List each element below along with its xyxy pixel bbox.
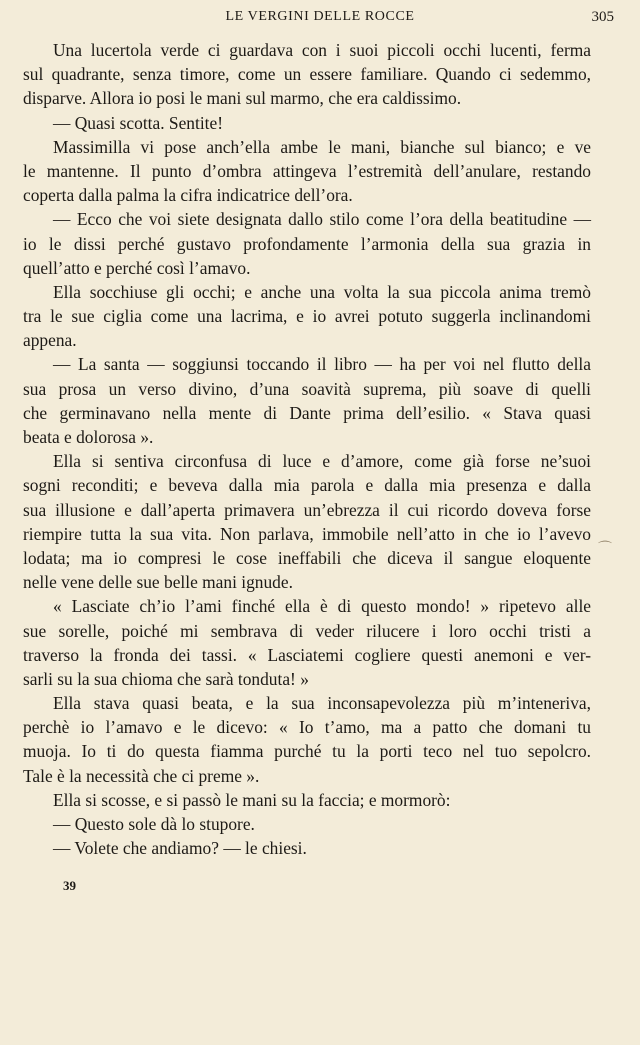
text-line: « Lasciate ch’io l’ami finché ella è di questo mondo! » ripetevo alle: [53, 596, 591, 617]
text-line: lodata; ma io compresi le cose ineffabili che diceva il sangue eloquente: [23, 547, 591, 568]
text-line: Ella stava quasi beata, e la sua inconsapevolezza più m’inteneriva,: [53, 693, 591, 714]
text-line: muoja. Io ti do questa fiamma purché tu la porti teco nel tuo sepolcro.: [23, 741, 591, 762]
page-number: 305: [591, 9, 614, 25]
text-line: Tale è la necessità che ci preme ».: [23, 765, 260, 786]
text-line: Massimilla vi pose anch’ella ambe le mani, bianche sul bianco; e ve: [53, 136, 591, 157]
text-line: — Questo sole dà lo stupore.: [53, 814, 255, 834]
text-line: perchè io l’amavo e le dicevo: « Io t’amo, ma a patto che domani tu: [23, 717, 591, 738]
body-text: [23, 38, 591, 860]
text-line: quell’atto e perché così l’amavo.: [23, 257, 251, 278]
text-line: — La santa — soggiunsi toccando il libro — ha per voi nel flutto della: [53, 354, 591, 375]
text-line: Una lucertola verde ci guardava con i suoi piccoli occhi lucenti, ferma: [53, 40, 591, 60]
text-line: nelle vene delle sue belle mani ignude.: [23, 572, 293, 593]
signature-mark: 39: [63, 878, 76, 893]
text-line: coperta dalla palma la cifra indicatrice dell’ora.: [23, 185, 353, 206]
text-line: — Quasi scotta. Sentite!: [53, 112, 224, 133]
text-line: appena.: [23, 330, 77, 351]
text-line: — Volete che andiamo? — le chiesi.: [53, 838, 307, 859]
text-line: sua illusione e dall’aperta primavera un’ebrezza il cui ricordo doveva forse: [23, 499, 591, 520]
text-line: beata e dolorosa ».: [23, 427, 154, 447]
text-line: tra le sue ciglia come una lacrima, e io avrei potuto suggerla inclinandomi: [23, 306, 591, 327]
text-line: traverso la fronda dei tassi. « Lasciatemi cogliere questi anemoni e ver-: [23, 644, 591, 665]
text-line: riempire tutta la sua vita. Non parlava, immobile nell’atto in che io l’avevo: [23, 523, 591, 544]
running-head: [0, 9, 640, 29]
text-line: Ella socchiuse gli occhi; e anche una volta la sua piccola anima tremò: [53, 281, 591, 302]
text-line: sarli su la sua chioma che sarà tonduta! »: [23, 668, 309, 689]
text-line: sul quadrante, senza timore, come un essere familiare. Quando ci sedemmo,: [23, 64, 591, 85]
text-line: io le dissi perché gustavo profondamente l’armonia della sua grazia in: [23, 233, 591, 254]
margin-pencil-mark: ⌒: [598, 542, 612, 557]
text-line: Ella si sentiva circonfusa di luce e d’amore, come già forse ne’suoi: [53, 451, 591, 472]
text-line: che germinavano nella mente di Dante prima dell’esilio. « Stava quasi: [23, 402, 591, 423]
text-line: Ella si scosse, e si passò le mani su la faccia; e mormorò:: [53, 789, 451, 810]
text-line: — Ecco che voi siete designata dallo stilo come l’ora della beatitudine —: [53, 209, 591, 230]
text-line: sogni reconditi; e beveva dalla mia parola e dalla mia presenza e dalla: [23, 475, 591, 496]
running-title: LE VERGINI DELLE ROCCE: [225, 9, 415, 24]
text-line: disparve. Allora io posi le mani sul marmo, che era caldissimo.: [23, 88, 462, 109]
text-line: sua prosa un verso divino, d’una soavità suprema, più soave di quelli: [23, 378, 591, 399]
text-line: sue sorelle, poiché mi sembrava di veder rilucere i loro occhi tristi a: [23, 620, 591, 641]
text-line: le mantenne. Il punto d’ombra attingeva l’estremità dell’anulare, restando: [23, 160, 591, 181]
